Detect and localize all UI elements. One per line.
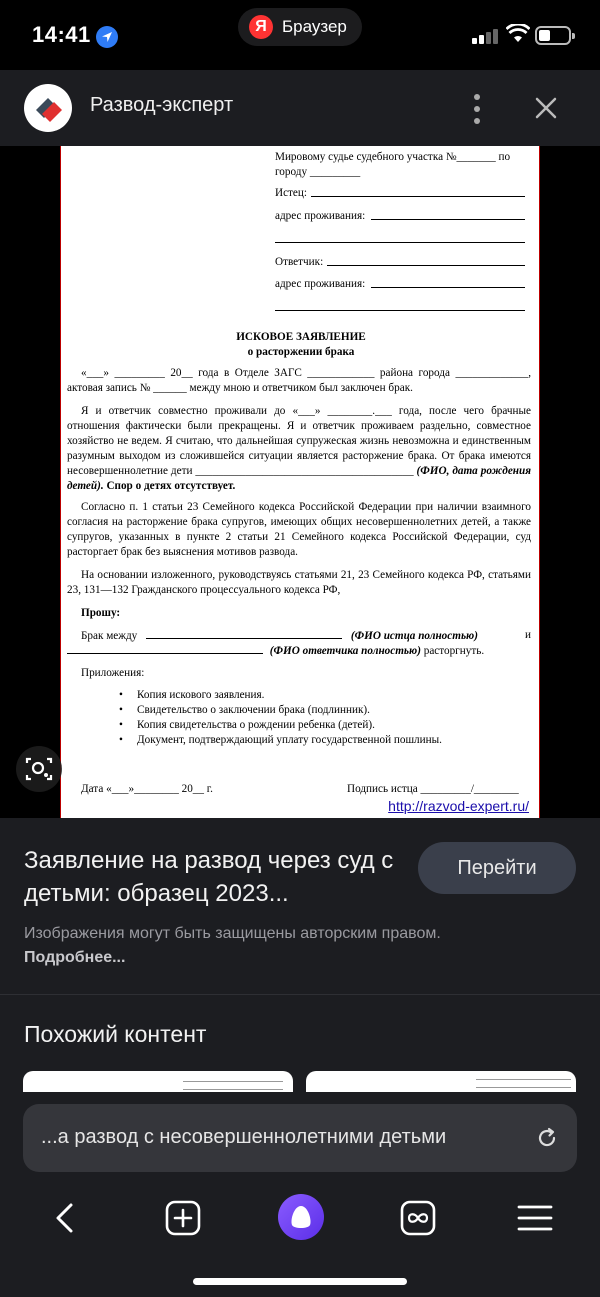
doc-header-plaintiff-address: адрес проживания:	[275, 210, 366, 222]
doc-header-plaintiff: Истец:	[275, 187, 307, 199]
alice-icon	[278, 1194, 324, 1240]
go-to-site-button[interactable]: Перейти	[418, 842, 576, 894]
address-bar[interactable]	[23, 1104, 577, 1172]
copyright-notice: Изображения могут быть защищены авторским правом. Подробнее...	[24, 925, 441, 966]
address-bar-text[interactable]: ...а развод с несовершеннолетними детьми	[41, 1126, 447, 1148]
image-title[interactable]: Заявление на развод через суд с детьми: образец 2023...	[24, 847, 394, 907]
battery-icon	[535, 26, 571, 45]
wifi-icon	[506, 24, 530, 44]
doc-paragraph-1: «___» _________ 20__ года в Отделе ЗАГС ____________ района города _____________, актовая запись № ______ между мною и ответчиком был заключен брак.	[67, 367, 531, 394]
document-image-viewer[interactable]	[0, 146, 600, 818]
doc-request-line-2: (ФИО ответчика полностью) расторгнуть.	[67, 643, 531, 659]
doc-request-heading: Прошу:	[81, 607, 121, 619]
site-logo-icon[interactable]	[24, 84, 72, 132]
back-icon[interactable]	[44, 1196, 88, 1240]
doc-paragraph-4: На основании изложенного, руководствуясь статьями 21, 23 Семейного кодекса РФ, статьями 23, 131—132 Гражданского процессуального кодекса РФ,	[67, 569, 531, 596]
similar-content-heading: Похожий контент	[24, 1021, 207, 1047]
doc-date-line: Дата «___»________ 20__ г.	[81, 783, 213, 795]
doc-request-line-1: Брак между (ФИО истца полностью) и	[81, 629, 531, 642]
doc-signature-line: Подпись истца _________/________	[347, 783, 519, 795]
browser-bottom-bar	[0, 1092, 600, 1297]
image-info-panel	[0, 818, 600, 994]
alice-assistant-button[interactable]	[278, 1194, 324, 1240]
doc-paragraph-3: Согласно п. 1 статьи 23 Семейного кодекса Российской Федерации при наличии взаимного согласия на расторжение брака супругов, имеющих общих несовершеннолетних детей, а также супругов, указанных в пункте 2 статьи 21 Семейного кодекса Российской Федерации, суд расторгает брак без выяснения мотивов развода.	[67, 501, 531, 558]
cellular-signal-icon	[472, 28, 500, 44]
site-name[interactable]: Развод-эксперт	[90, 94, 234, 116]
doc-attachments-list	[119, 688, 442, 748]
doc-attachment-item: • Копия свидетельства о рождении ребенка (детей).	[119, 718, 442, 733]
doc-attachment-item: • Свидетельство о заключении брака (подлинник).	[119, 703, 442, 718]
close-icon[interactable]	[530, 92, 562, 124]
doc-header-defendant-address: адрес проживания:	[275, 278, 366, 290]
doc-title: ИСКОВОЕ ЗАЯВЛЕНИЕ	[236, 331, 366, 343]
doc-header-defendant: Ответчик:	[275, 256, 324, 268]
location-arrow-icon	[96, 26, 118, 48]
new-tab-icon[interactable]	[161, 1196, 205, 1240]
more-options-icon[interactable]	[466, 94, 488, 124]
doc-paragraph-2: Я и ответчик совместно проживали до «___» ________.___ года, после чего брачные отношения фактически были прекращены. Я и ответчик проживаем раздельно, совместное хозяйство не ведем. Я считаю, что дальнейшая супружеская жизнь невозможна и единственным разумным выходом из сложившейся ситуации является расторжение брака. От брака имеются несовершеннолетние дети _______________________________________ (ФИО, дата рождения детей). Спор о детях отсутствует.	[67, 405, 532, 492]
yandex-logo-icon: Я	[249, 15, 273, 39]
menu-icon[interactable]	[513, 1196, 557, 1240]
browser-indicator[interactable]	[238, 8, 362, 46]
more-info-link[interactable]: Подробнее...	[24, 949, 126, 966]
doc-source-link: http://razvod-expert.ru/	[388, 798, 529, 814]
site-header	[0, 70, 600, 146]
status-bar	[0, 0, 600, 70]
doc-attachment-item: • Документ, подтверждающий уплату государственной пошлины.	[119, 733, 442, 748]
lens-icon	[16, 746, 62, 792]
doc-header-court: Мировому судье судебного участка №_______ по городу _________	[275, 151, 511, 178]
status-time: 14:41	[32, 22, 91, 47]
reload-icon[interactable]	[535, 1126, 559, 1150]
browser-label: Браузер	[282, 17, 347, 36]
doc-subtitle: о расторжении брака	[247, 346, 355, 358]
doc-attachments-label: Приложения:	[81, 667, 145, 679]
doc-attachment-item: • Копия искового заявления.	[119, 688, 442, 703]
document-page	[60, 146, 540, 818]
tabs-icon[interactable]	[396, 1196, 440, 1240]
home-indicator[interactable]	[193, 1278, 407, 1285]
image-search-lens-button[interactable]	[16, 746, 62, 792]
